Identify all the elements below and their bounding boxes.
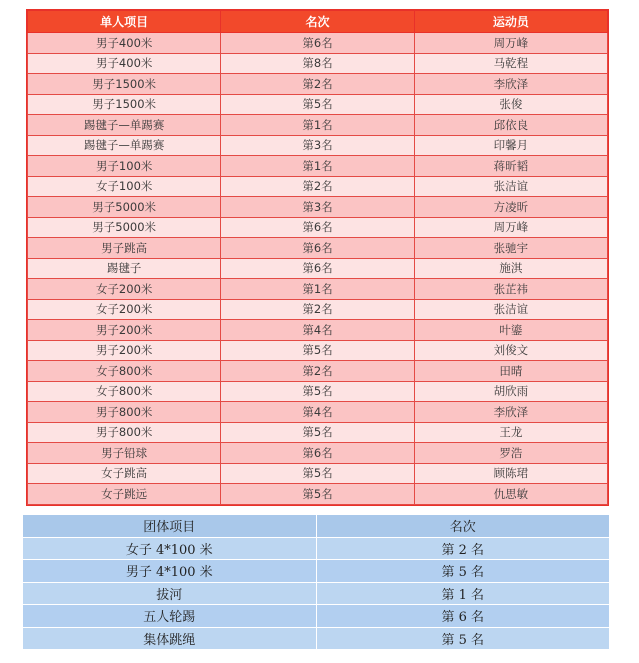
cell-rank: 第1名 xyxy=(221,115,414,136)
team-rows xyxy=(23,537,610,650)
table-row xyxy=(28,340,608,361)
cell-rank: 第4名 xyxy=(221,402,414,423)
cell-athlete: 张驰宇 xyxy=(414,238,607,259)
table-row xyxy=(28,217,608,238)
cell-event: 女子800米 xyxy=(28,381,221,402)
table-row xyxy=(23,560,610,583)
cell-athlete: 方凌昕 xyxy=(414,197,607,218)
cell-athlete: 马乾程 xyxy=(414,53,607,74)
cell-team-rank: 第 2 名 xyxy=(316,537,610,560)
table-row xyxy=(28,94,608,115)
header-team-rank: 名次 xyxy=(316,515,610,538)
cell-rank: 第6名 xyxy=(221,443,414,464)
table-row xyxy=(28,402,608,423)
individual-header-row xyxy=(28,11,608,33)
cell-event: 男子5000米 xyxy=(28,197,221,218)
cell-rank: 第5名 xyxy=(221,340,414,361)
cell-athlete: 印馨月 xyxy=(414,135,607,156)
cell-rank: 第4名 xyxy=(221,320,414,341)
table-row xyxy=(23,582,610,605)
cell-athlete: 张洁谊 xyxy=(414,299,607,320)
cell-event: 男子200米 xyxy=(28,320,221,341)
table-row xyxy=(28,484,608,505)
cell-athlete: 张俊 xyxy=(414,94,607,115)
cell-event: 男子200米 xyxy=(28,340,221,361)
cell-athlete: 刘俊文 xyxy=(414,340,607,361)
cell-athlete: 张洁谊 xyxy=(414,176,607,197)
cell-rank: 第2名 xyxy=(221,74,414,95)
table-row xyxy=(28,463,608,484)
header-rank: 名次 xyxy=(221,11,414,33)
cell-rank: 第6名 xyxy=(221,33,414,54)
cell-athlete: 胡欣雨 xyxy=(414,381,607,402)
table-row xyxy=(23,537,610,560)
header-athlete: 运动员 xyxy=(414,11,607,33)
cell-athlete: 邱依良 xyxy=(414,115,607,136)
header-team-event: 团体项目 xyxy=(23,515,317,538)
cell-athlete: 周万峰 xyxy=(414,217,607,238)
cell-athlete: 顾陈珺 xyxy=(414,463,607,484)
cell-rank: 第1名 xyxy=(221,156,414,177)
team-results-table xyxy=(22,514,610,650)
cell-athlete: 叶鎏 xyxy=(414,320,607,341)
cell-rank: 第6名 xyxy=(221,217,414,238)
table-row xyxy=(28,176,608,197)
cell-event: 踢毽子—单踢赛 xyxy=(28,115,221,136)
cell-event: 男子5000米 xyxy=(28,217,221,238)
table-row xyxy=(28,74,608,95)
cell-team-event: 集体跳绳 xyxy=(23,627,317,650)
table-row xyxy=(28,197,608,218)
cell-event: 男子1500米 xyxy=(28,94,221,115)
cell-athlete: 李欣泽 xyxy=(414,74,607,95)
cell-event: 男子800米 xyxy=(28,402,221,423)
cell-rank: 第5名 xyxy=(221,484,414,505)
table-row xyxy=(28,115,608,136)
cell-rank: 第6名 xyxy=(221,238,414,259)
cell-athlete: 施淇 xyxy=(414,258,607,279)
individual-results-table xyxy=(26,9,609,506)
cell-rank: 第8名 xyxy=(221,53,414,74)
cell-event: 踢毽子—单踢赛 xyxy=(28,135,221,156)
table-row xyxy=(28,279,608,300)
cell-event: 女子200米 xyxy=(28,299,221,320)
cell-event: 男子400米 xyxy=(28,53,221,74)
cell-event: 男子1500米 xyxy=(28,74,221,95)
table-row xyxy=(28,258,608,279)
cell-athlete: 张芷祎 xyxy=(414,279,607,300)
cell-athlete: 周万峰 xyxy=(414,33,607,54)
cell-rank: 第2名 xyxy=(221,176,414,197)
table-row xyxy=(28,135,608,156)
cell-team-rank: 第 5 名 xyxy=(316,560,610,583)
cell-athlete: 蒋昕韬 xyxy=(414,156,607,177)
cell-team-rank: 第 1 名 xyxy=(316,582,610,605)
team-header-row xyxy=(23,515,610,538)
cell-rank: 第2名 xyxy=(221,299,414,320)
table-row xyxy=(23,605,610,628)
cell-athlete: 李欣泽 xyxy=(414,402,607,423)
cell-rank: 第5名 xyxy=(221,94,414,115)
table-row xyxy=(28,381,608,402)
cell-rank: 第3名 xyxy=(221,197,414,218)
table-row xyxy=(28,238,608,259)
cell-team-event: 男子 4*100 米 xyxy=(23,560,317,583)
table-row xyxy=(28,422,608,443)
cell-athlete: 仇思敏 xyxy=(414,484,607,505)
table-row xyxy=(28,361,608,382)
cell-team-rank: 第 6 名 xyxy=(316,605,610,628)
cell-rank: 第2名 xyxy=(221,361,414,382)
cell-event: 女子100米 xyxy=(28,176,221,197)
table-row xyxy=(28,156,608,177)
table-row xyxy=(28,299,608,320)
cell-team-event: 拔河 xyxy=(23,582,317,605)
cell-event: 女子跳高 xyxy=(28,463,221,484)
table-row xyxy=(28,33,608,54)
individual-rows xyxy=(28,33,608,505)
cell-rank: 第5名 xyxy=(221,422,414,443)
table-row xyxy=(28,320,608,341)
cell-rank: 第5名 xyxy=(221,463,414,484)
cell-event: 踢毽子 xyxy=(28,258,221,279)
cell-event: 女子800米 xyxy=(28,361,221,382)
cell-rank: 第3名 xyxy=(221,135,414,156)
cell-team-rank: 第 5 名 xyxy=(316,627,610,650)
cell-event: 男子铅球 xyxy=(28,443,221,464)
cell-event: 女子跳远 xyxy=(28,484,221,505)
cell-event: 男子400米 xyxy=(28,33,221,54)
table-row xyxy=(28,53,608,74)
cell-athlete: 罗浩 xyxy=(414,443,607,464)
cell-team-event: 女子 4*100 米 xyxy=(23,537,317,560)
cell-rank: 第1名 xyxy=(221,279,414,300)
table-row xyxy=(28,443,608,464)
cell-event: 女子200米 xyxy=(28,279,221,300)
cell-rank: 第5名 xyxy=(221,381,414,402)
cell-athlete: 田晴 xyxy=(414,361,607,382)
cell-team-event: 五人轮踢 xyxy=(23,605,317,628)
header-event: 单人项目 xyxy=(28,11,221,33)
cell-event: 男子800米 xyxy=(28,422,221,443)
cell-athlete: 王龙 xyxy=(414,422,607,443)
cell-event: 男子100米 xyxy=(28,156,221,177)
table-row xyxy=(23,627,610,650)
cell-rank: 第6名 xyxy=(221,258,414,279)
cell-event: 男子跳高 xyxy=(28,238,221,259)
